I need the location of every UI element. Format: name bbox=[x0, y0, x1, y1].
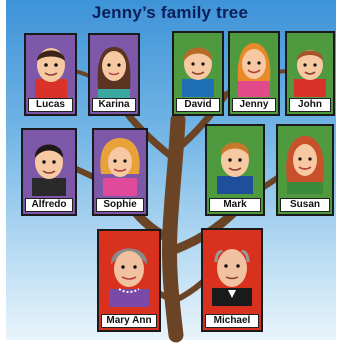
susan-label: Susan bbox=[280, 198, 330, 212]
david-label: David bbox=[176, 98, 220, 112]
lucas-label: Lucas bbox=[28, 98, 73, 112]
member-card-mark bbox=[205, 124, 265, 216]
david-portrait bbox=[176, 37, 220, 97]
susan-portrait bbox=[281, 130, 329, 194]
jenny-portrait bbox=[232, 37, 276, 97]
sophie-label: Sophie bbox=[96, 198, 144, 212]
member-card-sophie bbox=[92, 128, 148, 216]
member-card-john bbox=[285, 31, 335, 116]
member-card-karina bbox=[88, 33, 140, 116]
jenny-label: Jenny bbox=[232, 98, 276, 112]
karina-label: Karina bbox=[92, 98, 136, 112]
member-card-mary-ann bbox=[97, 229, 161, 332]
member-card-michael bbox=[201, 228, 263, 332]
mary-ann-portrait bbox=[103, 235, 155, 307]
john-label: John bbox=[289, 98, 331, 112]
member-card-alfredo bbox=[21, 128, 77, 216]
alfredo-portrait bbox=[26, 134, 72, 196]
karina-portrait bbox=[92, 39, 136, 99]
sophie-portrait bbox=[97, 134, 143, 196]
michael-label: Michael bbox=[205, 314, 259, 328]
member-card-david bbox=[172, 31, 224, 116]
lucas-portrait bbox=[29, 39, 73, 99]
member-card-jenny bbox=[228, 31, 280, 116]
member-card-susan bbox=[276, 124, 334, 216]
mark-label: Mark bbox=[209, 198, 261, 212]
john-portrait bbox=[288, 37, 332, 97]
alfredo-label: Alfredo bbox=[25, 198, 73, 212]
mary-ann-label: Mary Ann bbox=[101, 314, 157, 328]
page-title: Jenny’s family tree bbox=[91, 3, 249, 22]
member-card-lucas bbox=[24, 33, 77, 116]
michael-portrait bbox=[206, 234, 258, 306]
mark-portrait bbox=[211, 130, 259, 194]
